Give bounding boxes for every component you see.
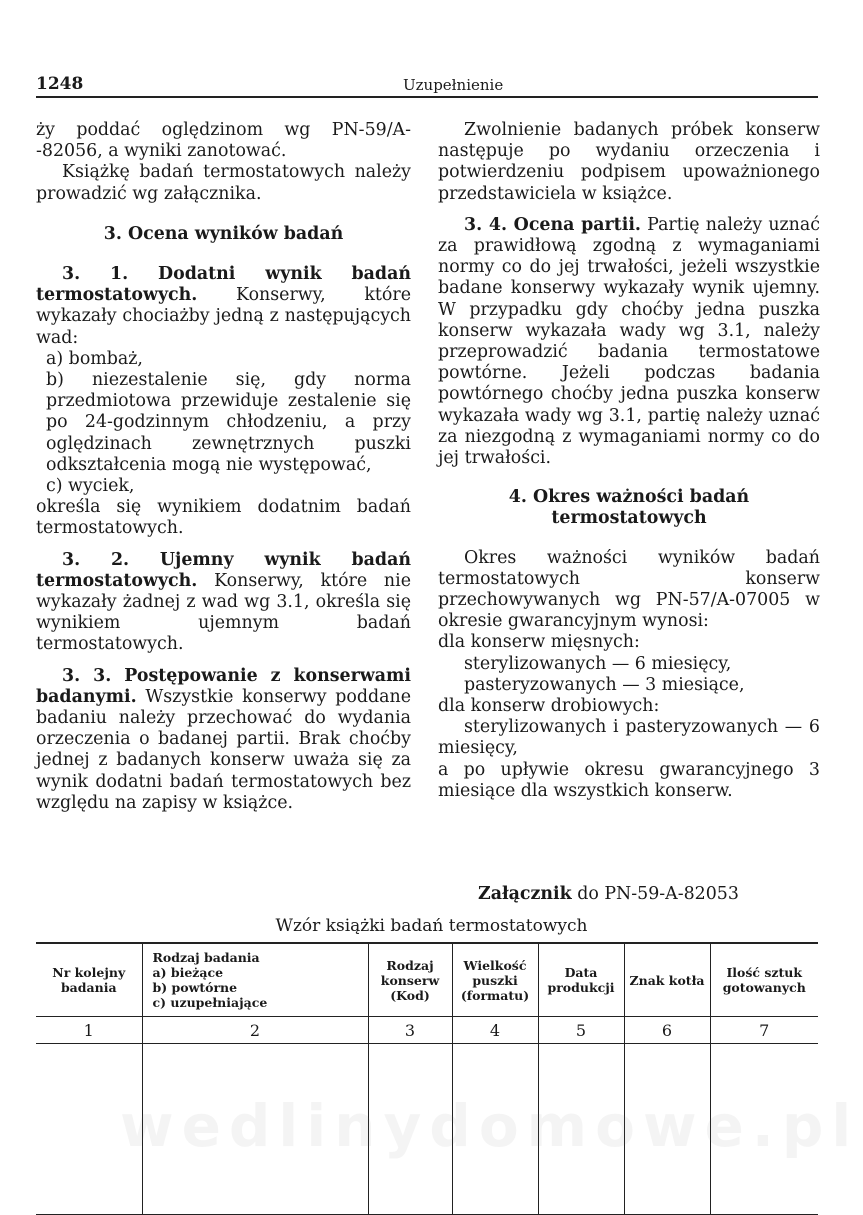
paragraph: ży poddać oględzinom wg PN-59/A--82056, a wyniki zanotować.	[36, 120, 411, 162]
subsection-3-4	[438, 215, 820, 469]
column-header: Data produkcji	[538, 943, 624, 1017]
annex-label-rest: do PN-59-A-82053	[571, 884, 739, 904]
list-line: sterylizowanych — 6 miesięcy,	[464, 653, 732, 674]
column-number: 6	[624, 1017, 710, 1044]
section-heading: 4. Okres ważności badań termostatowych	[508, 487, 750, 529]
column-header: Znak kotła	[624, 943, 710, 1017]
column-header: Nr kolejny badania	[36, 943, 142, 1017]
subsection-3-1	[36, 264, 411, 349]
column-header: Rodzaj badania a) bieżące b) powtórne c) uzupełniające	[142, 943, 368, 1017]
page-number: 1248	[36, 74, 84, 94]
subsection-text: Konserwy, które wykazały chociażby jedną z następujących wad:	[36, 285, 411, 348]
list-item: c) wyciek,	[46, 476, 135, 497]
list-line: dla konserw mięsnych:	[438, 632, 640, 653]
section-heading: 3. Ocena wyników badań	[103, 223, 344, 244]
subsection-text: Konserwy, które nie wykazały żadnej z wad wg 3.1, określa się wynikiem ujemnym badań termostatowych.	[36, 570, 411, 655]
table-header-row	[36, 943, 818, 1017]
list-line: sterylizowanych i pasteryzowanych — 6 miesięcy,	[438, 717, 820, 759]
subsection-title: 3. 2. Ujemny wynik badań termostatowych.	[36, 549, 411, 591]
watermark: wedlinydomowe.pl	[120, 1092, 860, 1160]
subsection-text: Partię należy uznać za prawidłową zgodną z wymaganiami normy co do jej trwałości, jeżeli wszystkie badane konserwy wykazały wynik ujemny. W przypadku gdy choćby jedna puszka konserw wykazała wady wg 3.1, należy przeprowadzić badania termostatowe powtórne. Jeżeli podczas badania powtórnego choćby jedna puszka konserw wykazała wady wg 3.1, partię należy uznać za niezgodną z wymaganiami normy co do jej trwałości.	[438, 214, 820, 469]
page-header	[36, 74, 818, 98]
list-item: a) bombaż,	[46, 348, 143, 369]
list-line: pasteryzowanych — 3 miesiące,	[464, 674, 745, 695]
table-number-row	[36, 1017, 818, 1044]
column-number: 2	[142, 1017, 368, 1044]
paragraph: Zwolnienie badanych próbek konserw następuje po wydaniu orzeczenia i potwierdzeniu podpisem upoważnionego przedstawiciela w książce.	[438, 120, 820, 204]
paragraph: określa się wynikiem dodatnim badań termostatowych.	[36, 497, 411, 539]
paragraph: Książkę badań termostatowych należy prowadzić wg załącznika.	[36, 162, 411, 204]
running-title: Uzupełnienie	[403, 76, 504, 94]
column-header: Wielkość puszki (formatu)	[452, 943, 538, 1017]
column-number: 1	[36, 1017, 142, 1044]
subsection-3-2	[36, 550, 411, 656]
column-header: Ilość sztuk gotowanych	[710, 943, 818, 1017]
register-table	[36, 942, 818, 1200]
right-column	[438, 120, 820, 802]
column-number: 4	[452, 1017, 538, 1044]
list-item: b) niezestalenie się, gdy norma przedmiotowa przewiduje zestalenie się po 24-godzinnym chłodzeniu, a przy oględzinach zewnętrznych puszki odkształcenia mogą nie występować,	[46, 370, 411, 475]
subsection-text: Wszystkie konserwy poddane badaniu należy przechować do wydania orzeczenia o badanej partii. Brak choćby jednej z badanych konserw uważa się za wynik dodatni badań termostatowych bez względu na zapisy w książce.	[36, 686, 411, 813]
table-title: Wzór książki badań termostatowych	[275, 916, 588, 936]
list-line: dla konserw drobiowych:	[438, 696, 660, 717]
subsection-title: 3. 3. Postępowanie z konserwami badanymi.	[36, 665, 411, 707]
subsection-title: 3. 4. Ocena partii.	[464, 214, 641, 235]
annex-label	[478, 884, 739, 904]
subsection-3-3	[36, 666, 411, 814]
column-number: 7	[710, 1017, 818, 1044]
column-number: 3	[368, 1017, 452, 1044]
subsection-title: 3. 1. Dodatni wynik badań termostatowych.	[36, 264, 411, 306]
column-number: 5	[538, 1017, 624, 1044]
paragraph: Okres ważności wyników badań termostatowych konserw przechowywanych wg PN-57/A-07005 w okresie gwarancyjnym wynosi:	[438, 547, 820, 632]
left-column	[36, 120, 411, 814]
annex-label-bold: Załącznik	[478, 884, 572, 904]
list-line: a po upływie okresu gwarancyjnego 3 miesiące dla wszystkich konserw.	[438, 759, 820, 801]
column-header: Rodzaj konserw (Kod)	[368, 943, 452, 1017]
